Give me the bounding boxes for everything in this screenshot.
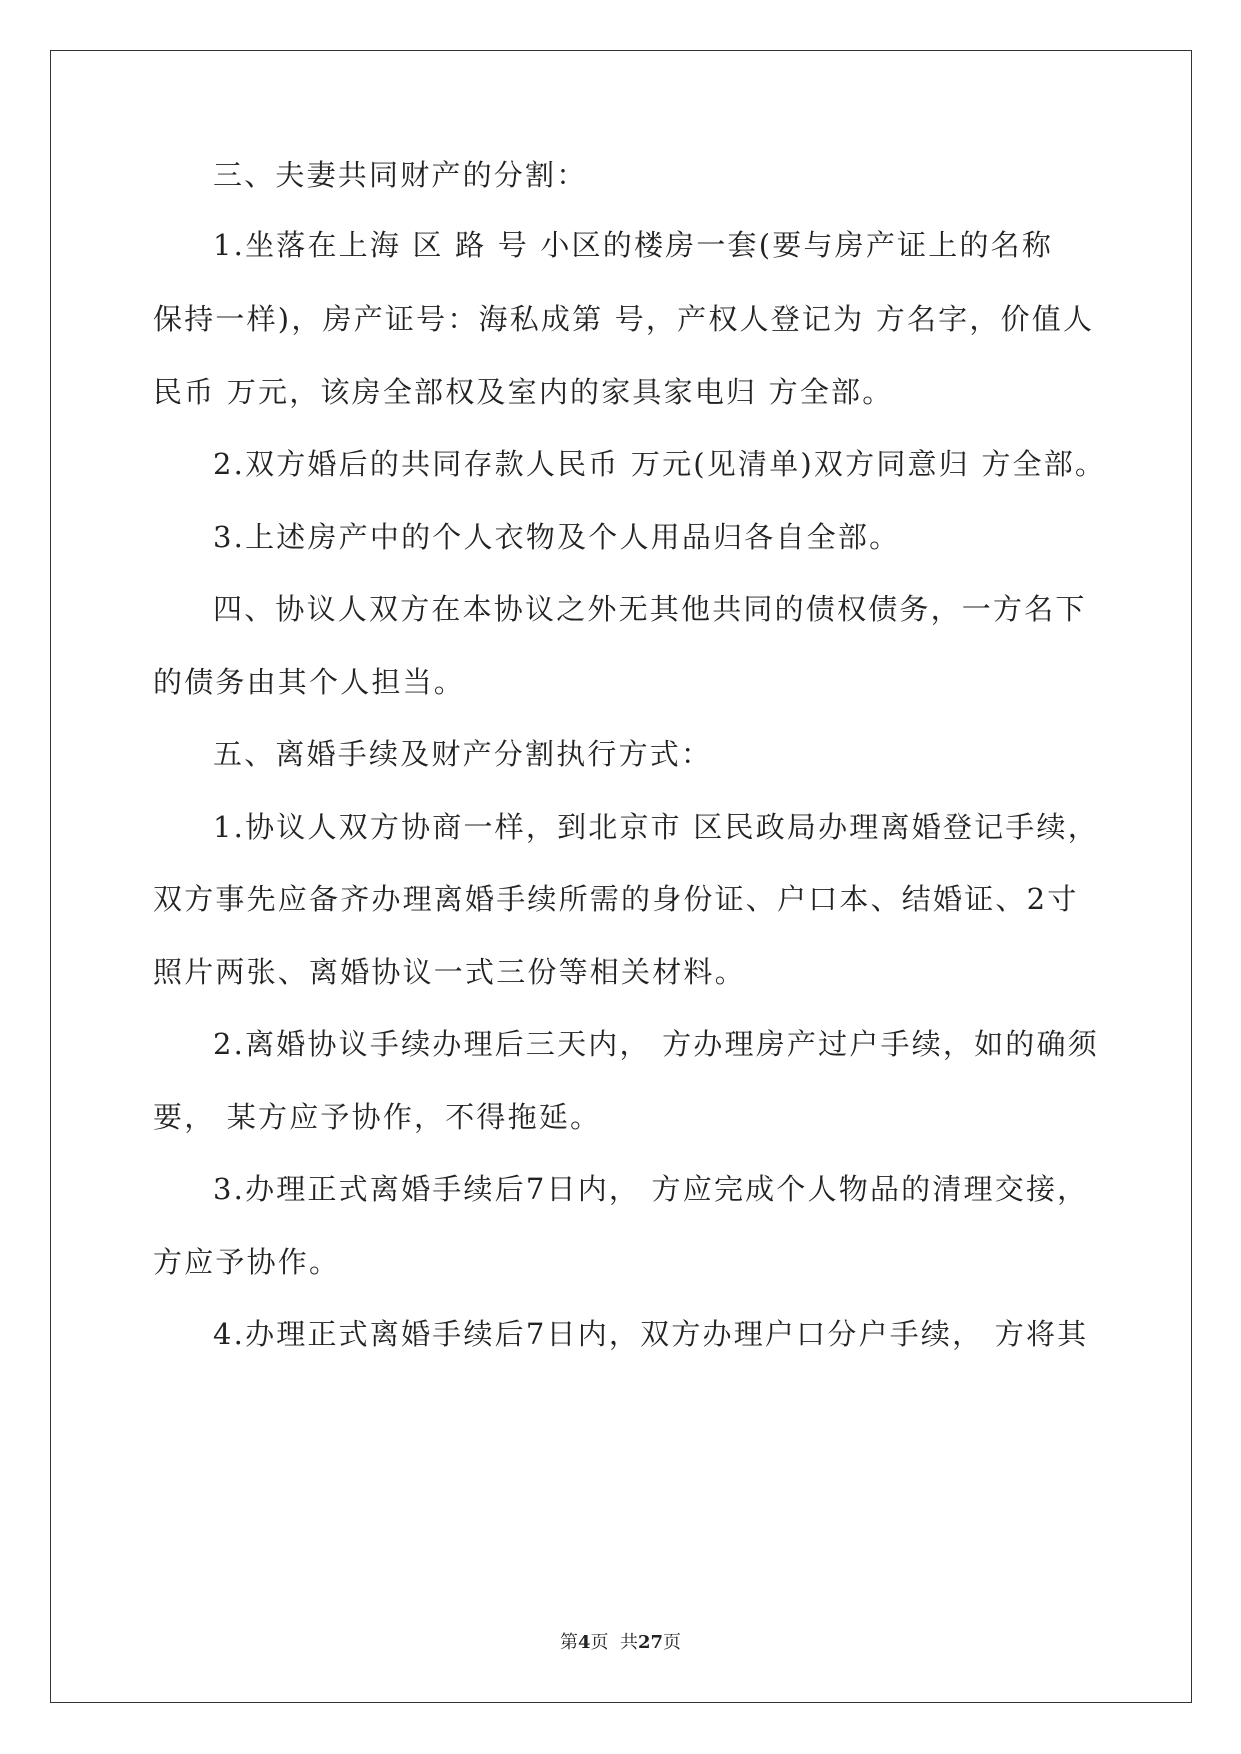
paragraph-line: 的债务由其个人担当。	[153, 665, 466, 699]
paragraph-line: 要， 某方应予协作，不得拖延。	[153, 1100, 602, 1134]
paragraph-line: 2.双方婚后的共同存款人民币 万元(见清单)双方同意归 方全部。	[213, 447, 1107, 481]
page-border	[50, 50, 1192, 1703]
page-total: 27	[637, 1632, 664, 1653]
paragraph-line: 2.离婚协议手续办理后三天内， 方办理房产过户手续，如的确须	[213, 1027, 1099, 1061]
paragraph-line: 1.协议人双方协商一样，到北京市 区民政局办理离婚登记手续，	[213, 810, 1099, 844]
paragraph-line: 双方事先应备齐办理离婚手续所需的身份证、户口本、结婚证、2寸	[153, 882, 1079, 916]
paragraph-line: 民币 万元，该房全部权及室内的家具家电归 方全部。	[153, 375, 894, 409]
footer-mid: 页 共	[590, 1632, 638, 1653]
paragraph-line: 方应予协作。	[153, 1245, 341, 1279]
page-number: 4	[577, 1632, 591, 1653]
paragraph-line: 照片两张、离婚协议一式三份等相关材料。	[153, 955, 746, 989]
section-heading: 五、离婚手续及财产分割执行方式：	[213, 737, 713, 771]
footer-prefix: 第	[559, 1632, 578, 1653]
paragraph-line: 3.上述房产中的个人衣物及个人用品归各自全部。	[213, 520, 901, 554]
section-heading: 三、夫妻共同财产的分割：	[213, 158, 588, 192]
footer-suffix: 页	[663, 1632, 682, 1653]
paragraph-line: 1.坐落在上海 区 路 号 小区的楼房一套(要与房产证上的名称	[213, 228, 1054, 262]
paragraph-line: 4.办理正式离婚手续后7日内，双方办理户口分户手续， 方将其	[213, 1317, 1089, 1351]
page-footer	[0, 1628, 1241, 1654]
section-heading: 四、协议人双方在本协议之外无其他共同的债权债务，一方名下	[213, 592, 1087, 626]
paragraph-line: 3.办理正式离婚手续后7日内， 方应完成个人物品的清理交接，	[213, 1172, 1089, 1206]
paragraph-line: 保持一样)，房产证号：海私成第 号，产权人登记为 方名字，价值人	[153, 302, 1095, 336]
